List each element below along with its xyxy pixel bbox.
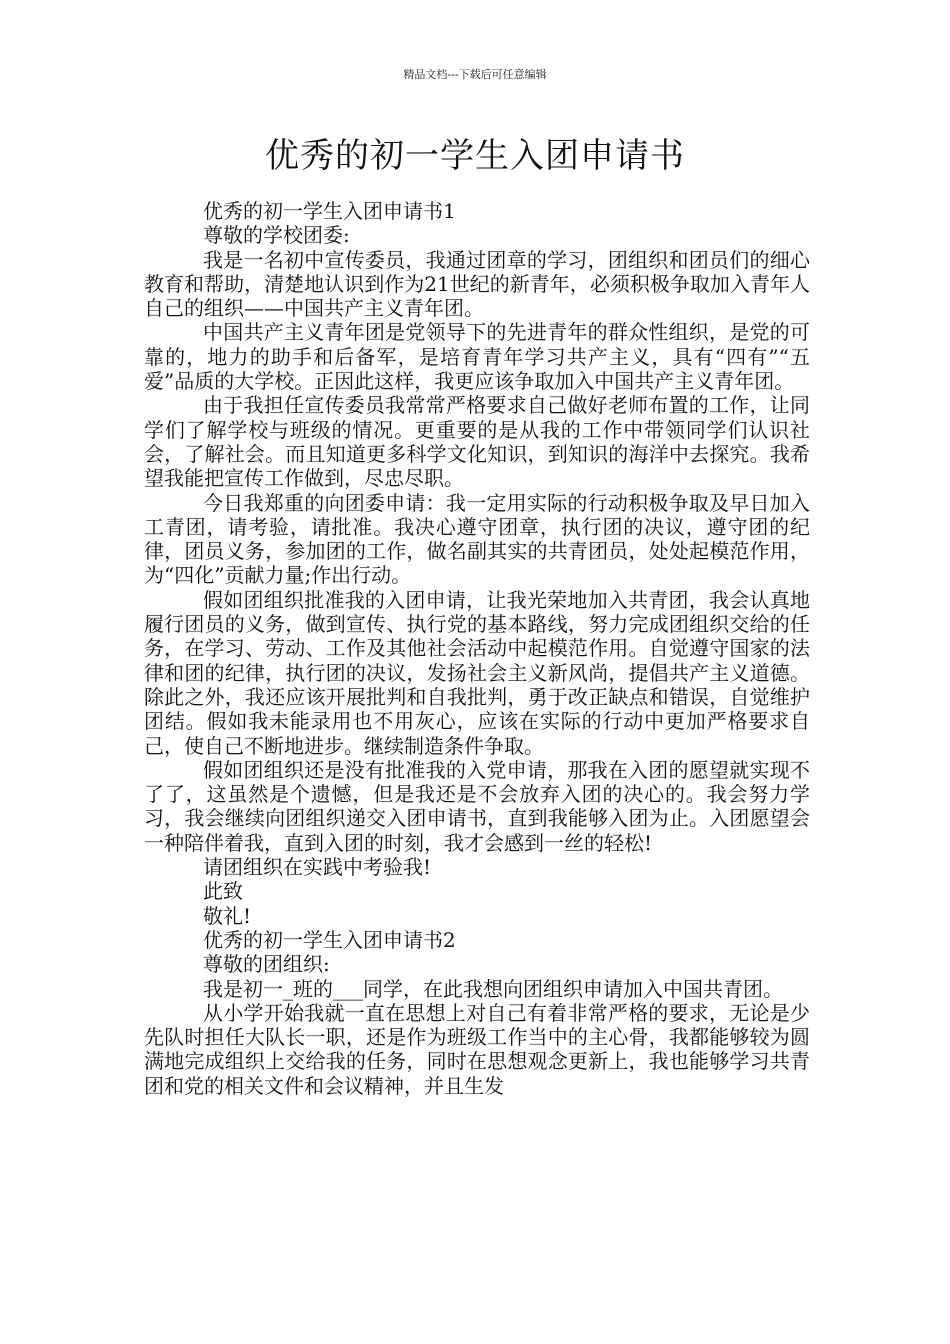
section-heading-1: 优秀的初一学生入团申请书1 [203,199,456,223]
paragraph: 中国共产主义青年团是党领导下的先进青年的群众性组织，是党的可靠的，地力的助手和后备军，是培育青年学习共产主义，具有“四有”“五爱”品质的大学校。正因此这样，我更应该争取加入中国共产主义青年团。 [144,320,810,394]
page-title: 优秀的初一学生入团申请书 [265,136,685,176]
paragraph: 我是初一_班的___同学，在此我想向团组织申请加入中国共青团。 [203,976,783,1001]
paragraph: 由于我担任宣传委员我常常严格要求自己做好老师布置的工作，让同学们了解学校与班级的情况。更重要的是从我的工作中带领同学们认识社会，了解社会。而且知道更多科学文化知识，到知识的海洋中去探究。我希望我能把宣传工作做到，尽忠尽职。 [144,393,810,491]
salutation-1: 尊敬的学校团委: [203,223,350,248]
paragraph: 从小学开始我就一直在思想上对自己有着非常严格的要求，无论是少先队时担任大队长一职，还是作为班级工作当中的主心骨，我都能够较为圆满地完成组织上交给我的任务，同时在思想观念更新上，我也能够学习共青团和党的相关文件和会议精神，并且生发 [144,1000,810,1098]
header-note: 精品文档---下载后可任意编辑 [403,68,547,81]
paragraph: 假如团组织还是没有批准我的入党申请，那我在入团的愿望就实现不了了，这虽然是个遗憾，但是我还是不会放弃入团的决心的。我会努力学习，我会继续向团组织递交入团申请书，直到我能够入团为止。入团愿望会一种陪伴着我，直到入团的时刻，我才会感到一丝的轻松! [144,757,810,855]
section-heading-2: 优秀的初一学生入团申请书2 [203,927,456,952]
paragraph: 今日我郑重的向团委申请：我一定用实际的行动积极争取及早日加入工青团，请考验，请批准。我决心遵守团章，执行团的决议，遵守团的纪律，团员义务，参加团的工作，做名副其实的共青团员，处处起模范作用，为“四化”贡献力量;作出行动。 [144,490,810,588]
salutation-2: 尊敬的团组织: [203,952,330,977]
closing-line: 请团组织在实践中考验我! [203,855,432,880]
paragraph: 我是一名初中宣传委员，我通过团章的学习，团组织和团员们的细心教育和帮助，清楚地认识到作为21世纪的新青年，必须积极争取加入青年人自己的组织——中国共产主义青年团。 [144,247,810,321]
paragraph: 假如团组织批准我的入团申请，让我光荣地加入共青团，我会认真地履行团员的义务，做到宣传、执行党的基本路线，努力完成团组织交给的任务，在学习、劳动、工作及其他社会活动中起模范作用。自觉遵守国家的法律和团的纪律，执行团的决议，发扬社会主义新风尚，提倡共产主义道德。除此之外，我还应该开展批判和自我批判，勇于改正缺点和错误，自觉维护团结。假如我未能录用也不用灰心，应该在实际的行动中更加严格要求自己，使自己不断地进步。继续制造条件争取。 [144,587,810,758]
closing-ci-zhi: 此致 [203,879,243,904]
closing-jing-li: 敬礼! [203,903,252,928]
document-body [144,199,810,1098]
